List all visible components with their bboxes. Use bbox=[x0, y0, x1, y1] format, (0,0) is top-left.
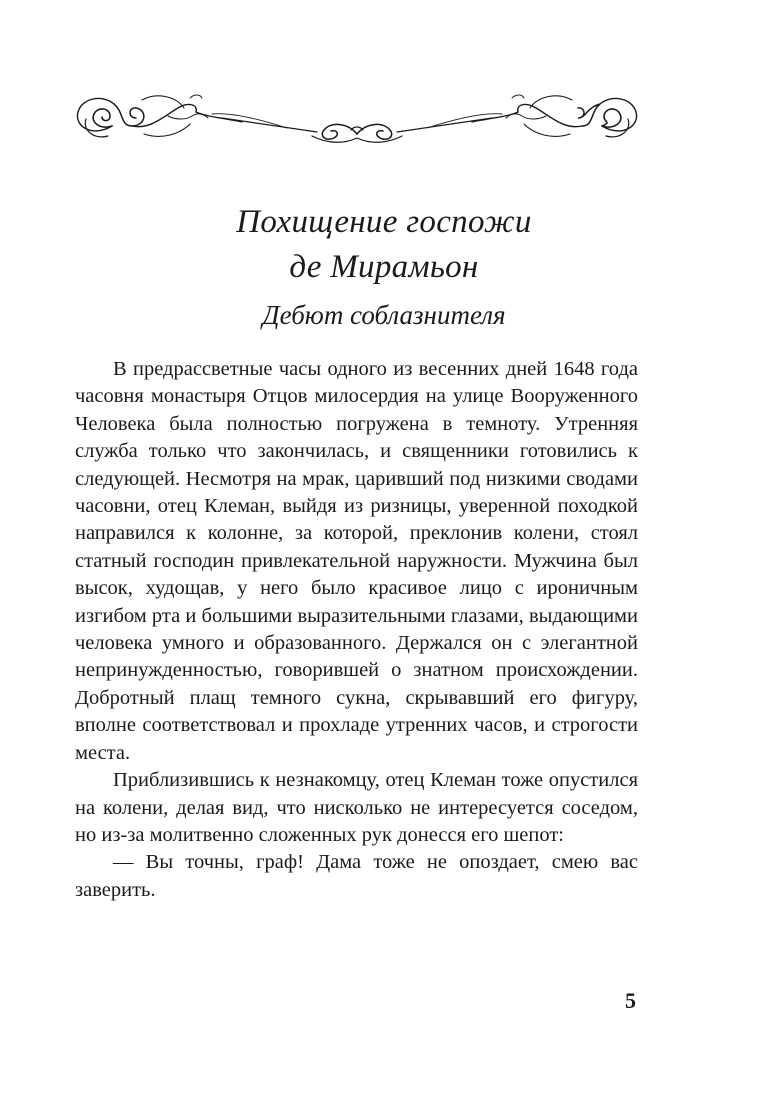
page-number: 5 bbox=[625, 988, 636, 1013]
chapter-title-line-1: Похищение госпожи bbox=[236, 204, 532, 240]
chapter-body-text bbox=[75, 356, 638, 904]
paragraph: — Вы точны, граф! Дама тоже не опоздает, смею вас заверить. bbox=[75, 851, 638, 901]
chapter-heading bbox=[0, 200, 768, 332]
chapter-subtitle: Дебют соблазнителя bbox=[262, 300, 506, 330]
paragraph: Приблизившись к незнакомцу, отец Клеман тоже опустился на колени, делая вид, что нисколько не интересуется соседом, но из-за молитвенно сложенных рук донесся его шепот: bbox=[75, 769, 638, 846]
decorative-flourish-ornament bbox=[72, 86, 642, 156]
chapter-title-line-2: де Мирамьон bbox=[289, 249, 479, 285]
paragraph: В предрассветные часы одного из весенних дней 1648 года часовня монастыря Отцов милосердия на улице Вооруженного Человека была полностью погружена в темноту. Утренняя служба только что закончилась, и священники готовились к следующей. Несмотря на мрак, царивший под низкими сводами часовни, отец Клеман, выйдя из ризницы, уверенной походкой направился к колонне, за которой, преклонив колени, стоял статный господин привлекательной наружности. Мужчина был высок, худощав, у него было красивое лицо с ироничным изгибом рта и большими выразительными глазами, выдающими человека умного и образованного. Держался он с элегантной непринужденностью, говорившей о знатном происхождении. Добротный плащ темного сукна, скрывавший его фигуру, вполне соответствовал и прохладе утренних часов, и строгости места. bbox=[75, 358, 638, 764]
